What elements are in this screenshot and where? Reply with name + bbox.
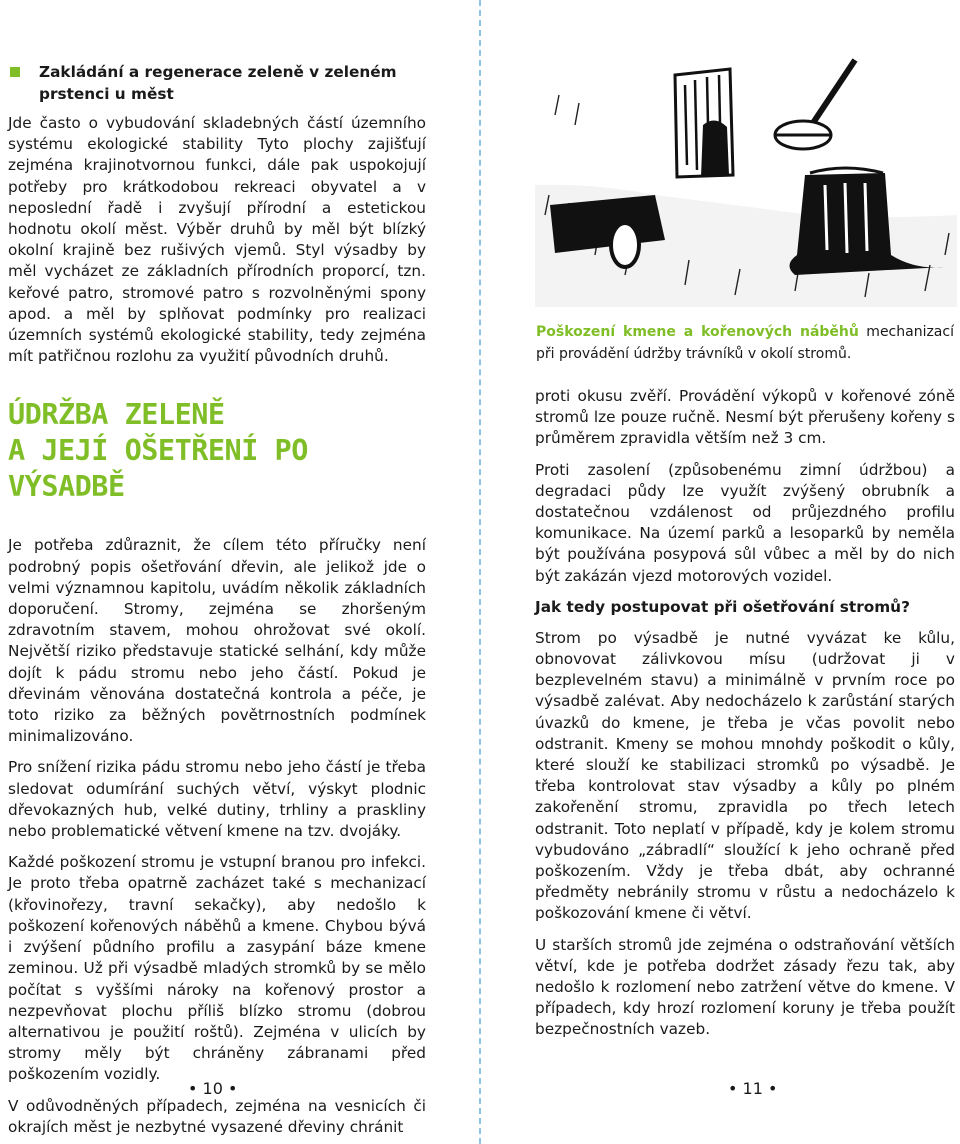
section-bullet-heading [8,62,426,105]
caption-highlight: Poškození kmene a kořenových náběhů [536,324,859,340]
page-number-left: • 10 • [188,1079,238,1098]
body-paragraph-1: Je potřeba zdůraznit, že cílem této příručky není podrobný popis ošetřování dřevin, ale jelikož jde o velmi významnou kapitolu, uvádím několik základních doporučení. Stromy, zejména se zhoršeným zdravotním stavem, mohou ohrožovat své okolí. Největší riziko představuje statické selhání, kdy může dojít k pádu stromu nebo jeho částí. Pokud je dřevinám věnována dostatečná kontrola a péče, je toto riziko za běžných povětrnostních podmínek minimalizováno. [8,536,426,746]
tree-damage-illustration [535,55,957,307]
chapter-heading-line-2: A JEJÍ OŠETŘENÍ PO VÝSADBĚ [8,434,308,504]
page-number-right: • 11 • [728,1079,778,1098]
right-paragraph-4: U starších stromů jde zejména o odstraňování větších větví, kde je potřeba dodržet zásady řezu tak, aby nedošlo k rozlomení nebo zatržení větve do kmene. V případech, kdy hrozí rozlomení koruny je třeba použít bezpečnostních vazeb. [535,935,955,1039]
left-page-column [8,62,426,1138]
body-paragraph-4: V odůvodněných případech, zejména na vesnicích či okrajích měst je nezbytné vysazené dřeviny chránit [8,1096,426,1136]
green-square-bullet-icon [10,67,20,77]
right-paragraph-2: Proti zasolení (způsobenému zimní údržbou) a degradaci půdy lze využít zvýšený obrubník a dostatečnou vzdálenost od průjezdného profilu komunikace. Na území parků a lesoparků by neměla být používána posypová sůl vůbec a měl by do nich být zakázán vjezd motorových vozidel. [535,460,955,585]
right-page-column [535,386,955,1041]
bullet-heading-text: Zakládání a regenerace zeleně v zeleném prstenci u měst [39,63,397,103]
illustration-caption [536,322,954,365]
intro-paragraph: Jde často o vybudování skladebných částí územního systému ekologické stability Tyto plochy zajišťují zejména krajinotvornou funkci, dále pak uspokojují potřeby pro krátkodobou rekreaci obyvatel a v neposlední řadě i zvyšují přírodní a estetickou hodnotu okolí měst. Výběr druhů by měl být blízký okolní krajině bez rušivých vjemů. Styl výsadby by měl vycházet ze základních přírodních proporcí, tzn. keřové patro, stromové patro s rozvolněnými spony apod. a měl by splňovat podmínky pro realizaci územních systémů ekologické stability, tedy zejména mít patřičnou rozlohu za využití původních druhů. [8,114,426,366]
body-paragraph-3: Každé poškození stromu je vstupní branou pro infekci. Je proto třeba opatrně zacházet také s mechanizací (křovinořezy, travní sekačky), aby nedošlo k poškození kořenových náběhů a kmene. Chybou bývá i zvýšení půdního profilu a zasypání báze kmene zeminou. Už při výsadbě mladých stromků by se mělo počítat s vyššími nároky na kořenový prostor a nezpevňovat plochu příliš blízko stromu (dobrou alternativou je použití roštů). Zejména v ulicích by stromy měly být chráněny zábranami před poškozením vozidly. [8,853,426,1084]
sub-heading: Jak tedy postupovat při ošetřování stromů? [535,597,910,616]
chapter-heading-line-1: ÚDRŽBA ZELENĚ [8,398,225,432]
body-paragraph-2: Pro snížení rizika pádu stromu nebo jeho částí je třeba sledovat odumírání suchých větví, výskyt plodnic dřevokazných hub, velké dutiny, trhliny a praskliny nebo problematické větvení kmene na tzv. dvojáky. [8,758,426,841]
chapter-heading [8,397,426,505]
right-paragraph-1: proti okusu zvěří. Provádění výkopů v kořenové zóně stromů lze pouze ručně. Nesmí být přerušeny kořeny s průměrem zpravidla větším než 3 cm. [535,387,955,448]
page-fold-divider [479,0,481,1144]
right-paragraph-3: Strom po výsadbě je nutné vyvázat ke kůlu, obnovovat zálivkovou mísu (udržovat ji v bezplevelném stavu) a minimálně v prvním roce po výsadbě zalévat. Aby nedocházelo k zarůstání starých úvazků do kmene, je třeba je včas povolit nebo odstranit. Kmeny se mohou mnohdy poškodit o kůly, které slouží ke stabilizaci stromků po výsadbě. Je třeba kontrolovat stav výsadby a kůly po plném zakořenění stromu, zpravidla po třech letech odstranit. Toto neplatí v případě, kdy je kolem stromu vybudováno „zábradlí“ sloužící k jeho ochraně před poškozením. Vždy je třeba dbát, aby ochranné předměty nebránily stromu v růstu a nedocházelo k poškozování kmene či větví. [535,628,955,923]
caption-text: mechanizací při provádění údržby trávníků v okolí stromů. [536,324,954,362]
